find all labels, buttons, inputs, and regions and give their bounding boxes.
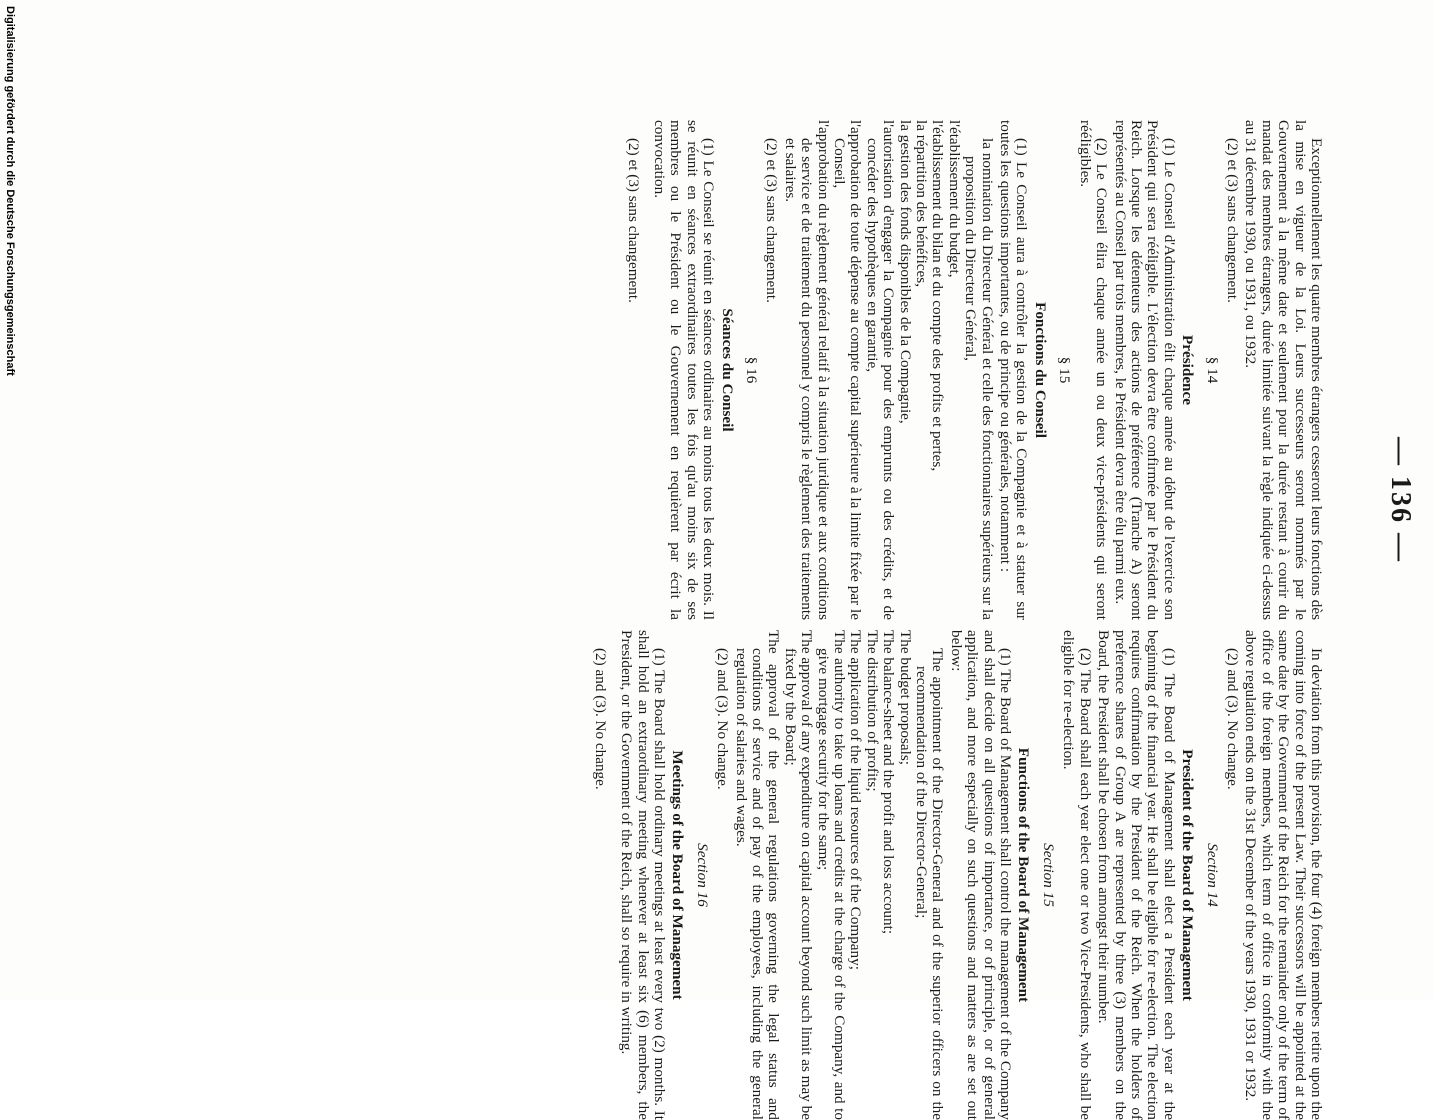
list-item: l'autorisation d'engager la Compagnie pour des emprunts ou des crédits, et de concéder des hypothèques en garantie, bbox=[863, 120, 898, 620]
fr-section-15-title: Fonctions du Conseil bbox=[1031, 302, 1049, 438]
en-intro-no-change: (2) and (3). No change. bbox=[1223, 648, 1241, 790]
list-item: la gestion des fonds disponibles de la Compagnie, bbox=[896, 120, 914, 424]
en-s15-list bbox=[732, 630, 945, 1120]
en-section-15-title: Functions of the Board of Management bbox=[1015, 747, 1033, 1003]
list-item: The application of the liquid resources of the Company; bbox=[847, 630, 865, 970]
list-item: The appointment of the Director-General and of the superior officers on the recommendation of the Director-General; bbox=[913, 648, 947, 1120]
english-column bbox=[589, 630, 1324, 1120]
list-item: la répartition des bénéfices, bbox=[913, 120, 931, 287]
fr-intro-paragraph: Exceptionnellement les quatre membres étrangers cesseront leurs fonctions dès la mise en vigueur de la Loi. Leurs successeurs seront nommés par le Gouvernement à la même date et seulement pour la durée restant à courir du mandat des membres étrangers, durée limitée suivant la règle indiquée ci-dessus au 31 décembre 1930, ou 1931, ou 1932. bbox=[1242, 120, 1325, 620]
en-s14-paragraph-1: (1) The Board of Management shall elect a President each year at the beginning of the financial year. He shall be eligible for re-election. The election requires confirmation by the President of the Reich. When the holders of preference shares of Group A are represented by three (3) members on the Board, the President shall be chosen from amongst their number. bbox=[1095, 630, 1178, 1120]
list-item: The approval of the general regulations governing the legal status and conditions of service and of pay of the employees, including the general regulation of salaries and wages. bbox=[732, 630, 783, 1120]
en-s15-paragraph-2: (2) and (3). No change. bbox=[714, 648, 732, 790]
page-number: — 136 — bbox=[1385, 437, 1416, 563]
list-item: l'approbation de toute dépense au compte capital supérieure à la limite fixée par le Conseil, bbox=[831, 120, 865, 620]
french-column bbox=[622, 120, 1324, 620]
fr-s16-paragraph-2: (2) et (3) sans changement. bbox=[624, 138, 642, 303]
list-item: The authority to take up loans and credits at the charge of the Company, and to give mortgage security for the same; bbox=[814, 630, 849, 1120]
list-item: The distribution of profits; bbox=[863, 630, 881, 792]
en-intro-paragraph: In deviation from this provision, the four (4) foreign members retire upon the coming into force of the present Law. Their successors will be appointed at the same date by the Government of the Reich for the remainder only of the term of office of the foreign members, which term of office in conformity with the above regulation ends on the 31st December of the years 1930, 1931 or 1932. bbox=[1242, 630, 1325, 1120]
fr-s15-paragraph-1: (1) Le Conseil aura à contrôler la gestion de la Compagnie et à statuer sur toutes les questions importantes, ou de principe ou générales, notamment : bbox=[997, 120, 1031, 620]
en-section-16-number: Section 16 bbox=[693, 843, 711, 907]
list-item: The budget proposals; bbox=[896, 630, 914, 765]
fr-s16-paragraph-1: (1) Le Conseil se réunit en séances ordinaires au moins tous les deux mois. Il se réunit en séances extraordinaires toutes les fois qu'au moins six de ses membres ou le Président ou le Gouvernement en requièrent par écrit la convocation. bbox=[650, 120, 718, 620]
list-item: la nomination du Directeur Général et celle des fonctionnaires supérieurs sur la proposition du Directeur Général, bbox=[962, 138, 996, 620]
en-section-15-number: Section 15 bbox=[1039, 843, 1057, 907]
en-s16-paragraph-2: (2) and (3). No change. bbox=[591, 648, 609, 790]
fr-section-16-title: Séances du Conseil bbox=[718, 308, 736, 432]
list-item: l'établissement du budget, bbox=[945, 120, 963, 278]
fr-section-16-number: § 16 bbox=[743, 356, 760, 384]
en-s14-paragraph-2: (2) The Board shall each year elect one or two Vice-Presidents, who shall be eligible for re-election. bbox=[1060, 630, 1094, 1120]
en-section-14-number: Section 14 bbox=[1203, 843, 1221, 907]
fr-s14-paragraph-2: (2) Le Conseil élira chaque année un ou deux vice-présidents qui seront rééligibles. bbox=[1076, 120, 1111, 620]
list-item: The balance-sheet and the profit and loss account; bbox=[880, 630, 898, 935]
fr-s14-paragraph-1: (1) Le Conseil d'Administration élit chaque année au début de l'exercice son Président qui sera rééligible. L'élection devra être confirmée par le Président du Reich. Lorsque les détenteurs des actions de préférence (Tranche A) seront représentés au Conseil par trois membres, le Président devra être élu parmi eux. bbox=[1111, 120, 1178, 620]
fr-section-14-title: Présidence bbox=[1179, 334, 1197, 405]
digitization-credit: Digitalisierung gefördert durch die Deutsche Forschungsgemeinschaft bbox=[4, 6, 16, 376]
list-item: The approval of any expenditure on capital account beyond such limit as may be fixed by the Board; bbox=[781, 630, 816, 1120]
en-section-14-title: President of the Board of Management bbox=[1179, 749, 1197, 1001]
fr-s15-paragraph-2: (2) et (3) sans changement. bbox=[763, 138, 781, 303]
en-s16-paragraph-1: (1) The Board shall hold ordinary meetings at least every two (2) months. It shall hold an extraordinary meeting whenever at least six (6) members, the President, or the Government of the Reich, shall so require in writing. bbox=[618, 630, 668, 1120]
fr-s15-list bbox=[781, 120, 994, 620]
list-item: l'approbation du règlement général relatif à la situation juridique et aux conditions de service et de traitement du personnel y compris le règlement des traitements et salaires. bbox=[781, 120, 832, 620]
fr-section-14-number: § 14 bbox=[1203, 356, 1221, 384]
en-s15-paragraph-1: (1) The Board of Management shall control the management of the Company and shall decide on all questions of importance, or of principle, or of general application, and more especially on such questions and matters as are set out below: bbox=[947, 630, 1015, 1120]
fr-intro-no-change: (2) et (3) sans changement. bbox=[1223, 138, 1241, 303]
fr-section-15-number: § 15 bbox=[1056, 356, 1074, 384]
en-section-16-title: Meetings of the Board of Management bbox=[669, 750, 687, 1000]
list-item: l'établissement du bilan et du compte des profits et pertes, bbox=[929, 120, 947, 472]
